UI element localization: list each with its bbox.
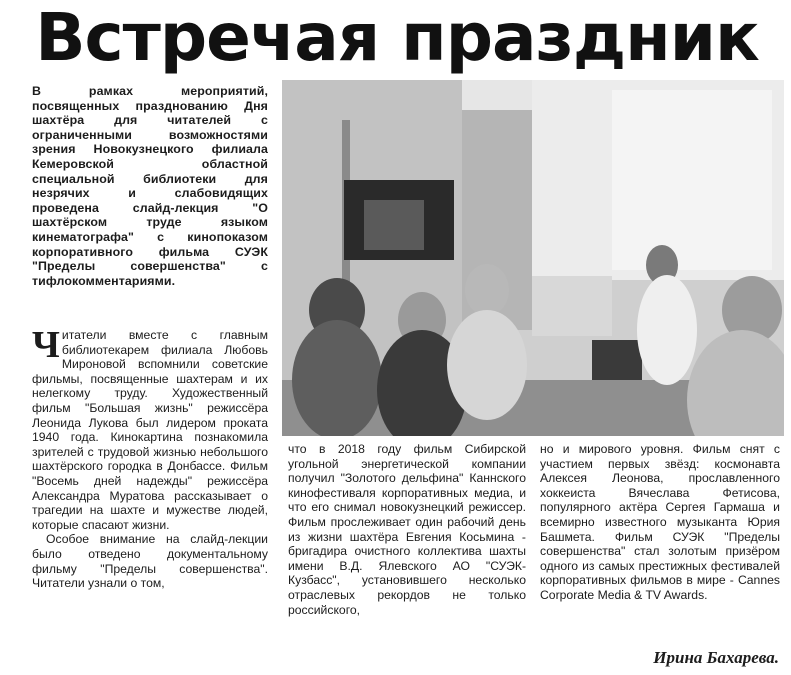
paragraph-3: что в 2018 году фильм Сибирской угольной энергетической компании получил "Золотого дельфина" Каннского кинофестиваля корпоративных медиа, и что его снимал новокузнецкий режиссер. Фильм прослеживает один рабочий день из жизни шахтёра Евгения Косьмина - бригадира очистного коллектива шахты имени В.Д. Ялевского АО "СУЭК-Кузбасс", установившего несколько отраслевых рекордов не только российского, bbox=[288, 442, 526, 617]
paragraph-2: Особое внимание на слайд-лекции было отведено документальному фильму "Пределы совершенства". Читатели узнали о том, bbox=[32, 532, 268, 591]
article-title: Встречая праздник bbox=[35, 0, 759, 76]
author-signature: Ирина Бахарева. bbox=[653, 648, 779, 667]
column-3 bbox=[540, 442, 780, 603]
column-1 bbox=[32, 324, 268, 591]
paragraph-1-text: итатели вместе с главным библиотекарем филиала Любовь Мироновой вспомнили советские фильмы, посвященные шахтерам и их нелегкому труду. Художественный фильм "Большая жизнь" режиссёра Леонида Лукова был лидером проката 1940 года. Кинокартина познакомила зрителей с трудовой жизнью небольшого шахтёрского городка в Донбассе. Фильм "Восемь дней надежды" режиссёра Александра Муратова рассказывает о трагедии на шахте и мужестве людей, которые спасают жизни. bbox=[32, 328, 268, 532]
paragraph-1 bbox=[32, 324, 268, 532]
paragraph-4: но и мирового уровня. Фильм снят с участием первых звёзд: космонавта Алексея Леонова, прославленного хоккеиста Вячеслава Фетисова, популярного актёра Сергея Гармаша и всемирно известного музыканта Юрия Башмета. Фильм СУЭК "Пределы совершенства" стал золотым призёром одного из самых престижных фестивалей корпоративных фильмов в мире - Cannes Corporate Media & TV Awards. bbox=[540, 442, 780, 602]
column-2 bbox=[288, 442, 526, 617]
drop-cap: Ч bbox=[32, 324, 60, 366]
article-lead: В рамках мероприятий, посвященных празднованию Дня шахтёра для читателей с ограниченными возможностями зрения Новокузнецкого филиала Кемеровской областной специальной библиотеки для незрячих и слабовидящих проведена слайд-лекция "О шахтёрском труде языком кинематографа" с кинопоказом корпоративного фильма СУЭК "Пределы совершенства" с тифлокомментариями. bbox=[32, 84, 268, 288]
article-photo bbox=[282, 80, 784, 436]
